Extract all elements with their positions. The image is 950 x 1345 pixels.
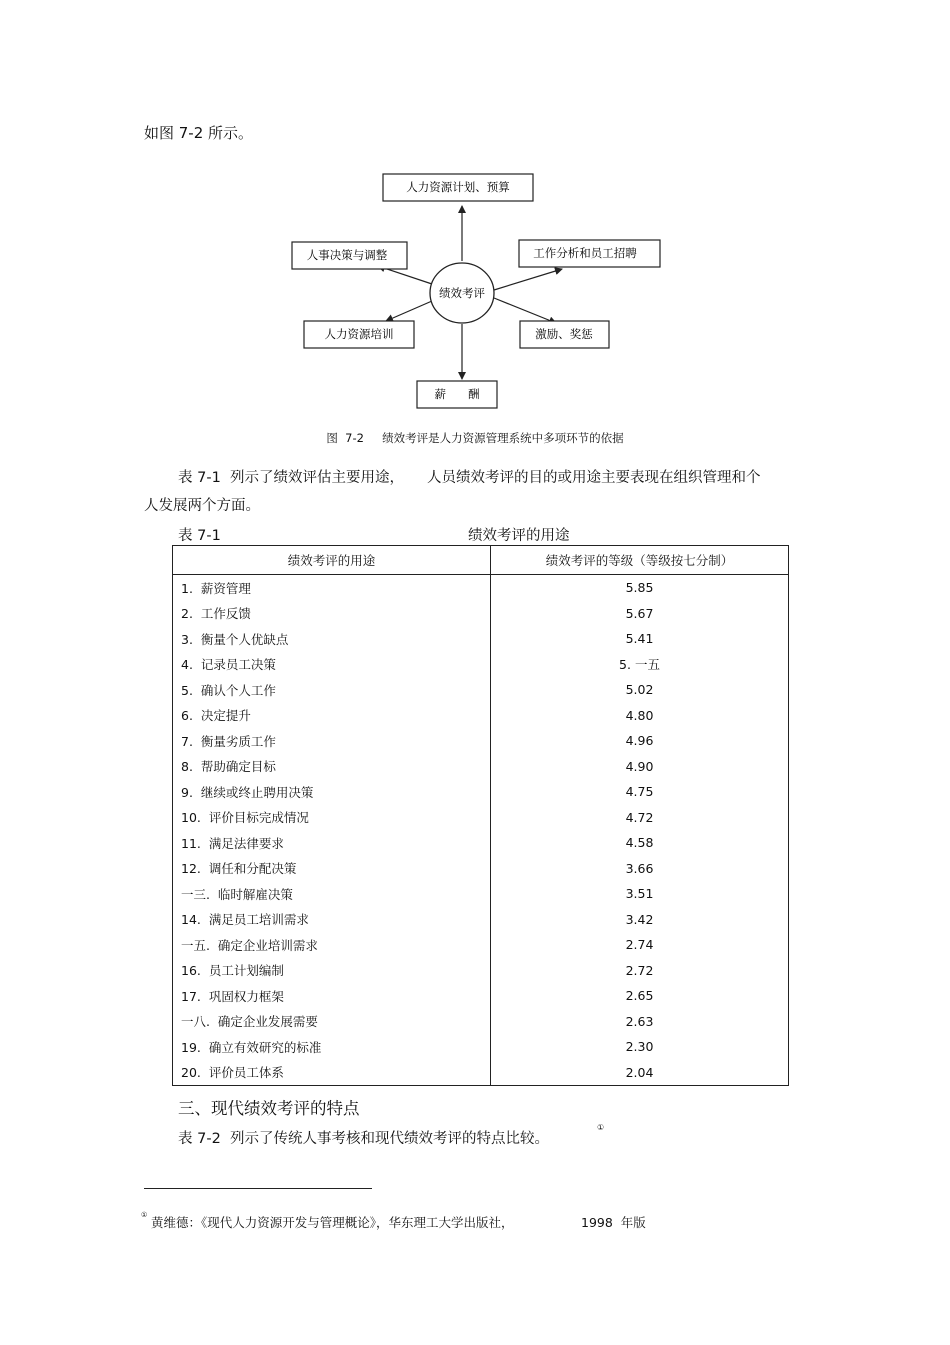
table-row [173,1060,789,1086]
table-row [173,1034,789,1060]
rating-cell: 4.72 [491,805,789,831]
usage-cell: 5. 确认个人工作 [173,677,491,703]
node-upper-right-label: 工作分析和员工招聘 [533,246,637,260]
table-row [173,1009,789,1035]
table-row [173,983,789,1009]
table-header-row [173,546,789,575]
rating-cell: 5.41 [491,626,789,652]
rating-cell: 5. 一五 [491,652,789,678]
usage-cell: 11. 满足法律要求 [173,830,491,856]
usage-table [172,545,789,1086]
rating-cell: 4.80 [491,703,789,729]
intro-text: 如图 7-2 所示。 [144,124,254,142]
table-row [173,626,789,652]
usage-cell: 14. 满足员工培训需求 [173,907,491,933]
arrow-to-upper-right [494,269,562,290]
usage-cell: 19. 确立有效研究的标准 [173,1034,491,1060]
table-row [173,575,789,601]
rating-cell: 5.85 [491,575,789,601]
node-lower-left-label: 人力资源培训 [324,327,394,341]
usage-cell: 6. 决定提升 [173,703,491,729]
table-row [173,677,789,703]
rating-cell: 5.67 [491,601,789,627]
arrow-to-lower-right [494,298,556,323]
table-row [173,830,789,856]
node-top-label: 人力资源计划、预算 [406,180,510,194]
rating-cell: 4.58 [491,830,789,856]
node-lower-right-label: 激励、奖惩 [535,327,593,341]
rating-cell: 5.02 [491,677,789,703]
usage-cell: 10. 评价目标完成情况 [173,805,491,831]
rating-cell: 3.66 [491,856,789,882]
rating-cell: 2.63 [491,1009,789,1035]
table-row [173,881,789,907]
section-heading: 三、现代绩效考评的特点 [178,1099,360,1118]
rating-cell: 4.75 [491,779,789,805]
paragraph-line-2: 人发展两个方面。 [144,498,260,514]
usage-cell: 一三. 临时解雇决策 [173,881,491,907]
rating-cell: 2.30 [491,1034,789,1060]
table-row [173,728,789,754]
table-row [173,601,789,627]
footnote-year: 1998 年版 [581,1215,646,1230]
table-row [173,856,789,882]
rating-cell: 3.42 [491,907,789,933]
usage-cell: 8. 帮助确定目标 [173,754,491,780]
rating-cell: 2.65 [491,983,789,1009]
rating-cell: 2.04 [491,1060,789,1086]
table-row [173,907,789,933]
table-row [173,754,789,780]
table-row [173,652,789,678]
arrow-to-lower-left [386,301,432,321]
usage-cell: 一五. 确定企业培训需求 [173,932,491,958]
rating-cell: 4.90 [491,754,789,780]
usage-cell: 4. 记录员工决策 [173,652,491,678]
footnote-text: 黄维德：《现代人力资源开发与管理概论》，华东理工大学出版社， [151,1215,514,1230]
usage-cell: 12. 调任和分配决策 [173,856,491,882]
rating-cell: 2.74 [491,932,789,958]
hr-system-diagram [280,166,670,416]
usage-cell: 7. 衡量劣质工作 [173,728,491,754]
header-rating: 绩效考评的等级（等级按七分制） [491,546,789,575]
usage-cell: 3. 衡量个人优缺点 [173,626,491,652]
usage-cell: 一八. 确定企业发展需要 [173,1009,491,1035]
table-row [173,779,789,805]
footnote-marker: ① [141,1211,148,1219]
table-row [173,703,789,729]
table-row [173,958,789,984]
usage-cell: 17. 巩固权力框架 [173,983,491,1009]
figure-caption: 图 7-2 绩效考评是人力资源管理系统中多项环节的依据 [326,431,624,445]
table-row [173,932,789,958]
table-label: 表 7-1 [178,528,221,544]
rating-cell: 2.72 [491,958,789,984]
usage-cell: 16. 员工计划编制 [173,958,491,984]
paragraph-line-1: 表 7-1 列示了绩效评估主要用途， 人员绩效考评的目的或用途主要表现在组织管理和个 [178,470,761,486]
rating-cell: 4.96 [491,728,789,754]
header-usage: 绩效考评的用途 [173,546,491,575]
usage-cell: 1. 薪资管理 [173,575,491,601]
footnote-divider [144,1188,372,1189]
footnote-reference-marker: ① [597,1123,605,1132]
usage-cell: 20. 评价员工体系 [173,1060,491,1086]
node-upper-left-label: 人事决策与调整 [306,248,388,262]
center-node-label: 绩效考评 [439,286,485,300]
paragraph-table-7-2: 表 7-2 列示了传统人事考核和现代绩效考评的特点比较。 [178,1131,550,1147]
table-title: 绩效考评的用途 [468,528,570,544]
usage-cell: 9. 继续或终止聘用决策 [173,779,491,805]
usage-cell: 2. 工作反馈 [173,601,491,627]
node-bottom-label: 薪 酬 [434,387,480,401]
table-row [173,805,789,831]
rating-cell: 3.51 [491,881,789,907]
